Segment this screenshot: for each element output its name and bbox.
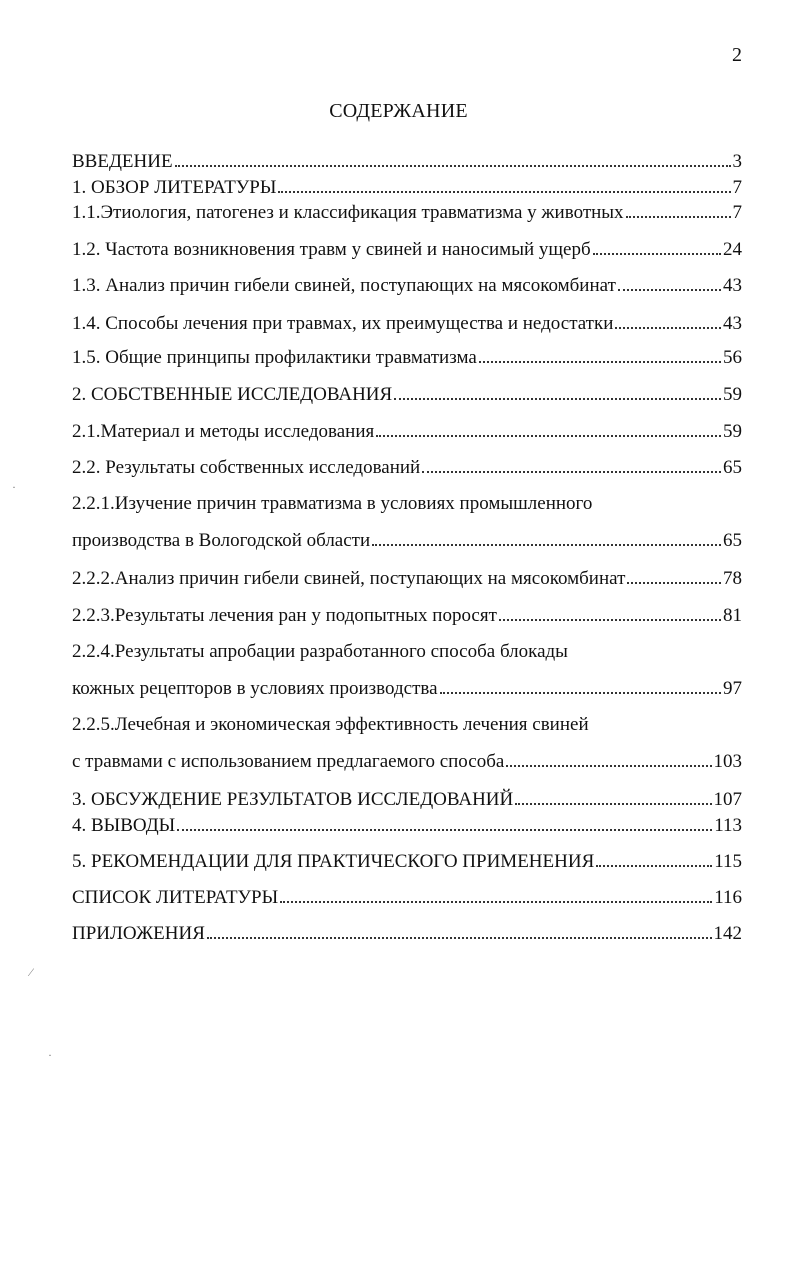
- toc-entry: [72, 201, 742, 225]
- toc-entry-page: 103: [713, 751, 742, 772]
- toc-dot-leader: [440, 692, 721, 694]
- toc-entry-line1: 2.2.5.Лечебная и экономическая эффективность лечения свиней: [72, 714, 589, 735]
- toc-entry-title: 1.2. Частота возникновения травм у свиней и наносимый ущерб: [72, 239, 591, 260]
- toc-entry: [72, 922, 742, 946]
- toc-entry: [72, 456, 742, 480]
- toc-dot-leader: [506, 765, 711, 767]
- toc-entry-title: 4. ВЫВОДЫ: [72, 815, 176, 836]
- toc-dot-leader: [618, 289, 721, 291]
- toc-entry-page: 7: [732, 177, 742, 198]
- toc-entry: [72, 814, 742, 838]
- toc-dot-leader: [372, 544, 721, 546]
- toc-dot-leader: [479, 361, 721, 363]
- toc-entry: [72, 420, 742, 444]
- toc-entry-page: 113: [714, 815, 742, 836]
- toc-entry: [72, 383, 742, 407]
- toc-entry-page: 24: [723, 239, 742, 260]
- toc-entry-page: 65: [723, 457, 742, 478]
- page-number: 2: [732, 44, 742, 66]
- toc-entry-title: 2.2. Результаты собственных исследований: [72, 457, 421, 478]
- toc-entry: [72, 677, 742, 701]
- toc-entry-title: 1. ОБЗОР ЛИТЕРАТУРЫ: [72, 177, 277, 198]
- toc-entry-page: 43: [723, 313, 742, 334]
- toc-entry-page: 116: [714, 887, 742, 908]
- toc-entry-title: с травмами с использованием предлагаемого способа: [72, 751, 505, 772]
- toc-entry-title: 2.1.Материал и методы исследования: [72, 421, 375, 442]
- toc-entry-page: 3: [732, 151, 742, 172]
- toc-dot-leader: [278, 191, 730, 193]
- toc-entry: [72, 788, 742, 812]
- toc-entry: [72, 312, 742, 336]
- toc-dot-leader: [422, 471, 721, 473]
- toc-entry-page: 97: [723, 678, 742, 699]
- toc-entry-title: 1.3. Анализ причин гибели свиней, поступающих на мясокомбинат: [72, 275, 616, 296]
- toc-entry-line1: 2.2.4.Результаты апробации разработанного способа блокады: [72, 641, 568, 662]
- toc-dot-leader: [175, 165, 731, 167]
- toc-dot-leader: [499, 619, 721, 621]
- toc-entry-title: 2.2.3.Результаты лечения ран у подопытных поросят: [72, 605, 497, 626]
- toc-entry: [72, 750, 742, 774]
- toc-entry-title: 2. СОБСТВЕННЫЕ ИССЛЕДОВАНИЯ: [72, 384, 393, 405]
- toc-entry-page: 59: [723, 421, 742, 442]
- toc-entry: [72, 850, 742, 874]
- toc-dot-leader: [515, 803, 711, 805]
- toc-dot-leader: [626, 216, 731, 218]
- toc-entry-title: ПРИЛОЖЕНИЯ: [72, 923, 205, 944]
- toc-entry-page: 142: [713, 923, 742, 944]
- scan-speck: ⁄: [30, 965, 33, 979]
- toc-entry-title: 1.4. Способы лечения при травмах, их преимущества и недостатки: [72, 313, 614, 334]
- toc-entry: [72, 567, 742, 591]
- toc-entry: [72, 238, 742, 262]
- toc-dot-leader: [177, 829, 712, 831]
- toc-entry-page: 65: [723, 530, 742, 551]
- toc-entry: [72, 604, 742, 628]
- toc-dot-leader: [207, 937, 712, 939]
- toc-entry-line1: 2.2.1.Изучение причин травматизма в условиях промышленного: [72, 493, 593, 514]
- toc-entry-title: 1.5. Общие принципы профилактики травматизма: [72, 347, 477, 368]
- toc-dot-leader: [394, 398, 721, 400]
- toc-dot-leader: [280, 901, 712, 903]
- toc-dot-leader: [376, 435, 721, 437]
- toc-entry-title: СПИСОК ЛИТЕРАТУРЫ: [72, 887, 279, 908]
- toc-entry-page: 78: [723, 568, 742, 589]
- toc-entry: [72, 176, 742, 200]
- toc-heading: СОДЕРЖАНИЕ: [329, 100, 468, 122]
- toc-entry-title: 2.2.2.Анализ причин гибели свиней, поступающих на мясокомбинат: [72, 568, 626, 589]
- toc-entry-title: 3. ОБСУЖДЕНИЕ РЕЗУЛЬТАТОВ ИССЛЕДОВАНИЙ: [72, 789, 514, 810]
- toc-entry-title: 5. РЕКОМЕНДАЦИИ ДЛЯ ПРАКТИЧЕСКОГО ПРИМЕНЕНИЯ: [72, 851, 595, 872]
- toc-entry-page: 7: [732, 202, 742, 223]
- toc-entry-page: 81: [723, 605, 742, 626]
- toc-entry-page: 107: [713, 789, 742, 810]
- toc-entry: [72, 886, 742, 910]
- toc-entry-page: 115: [714, 851, 742, 872]
- scan-speck: ·: [12, 480, 16, 494]
- toc-entry-page: 43: [723, 275, 742, 296]
- toc-dot-leader: [593, 253, 721, 255]
- toc-dot-leader: [596, 865, 712, 867]
- scan-speck: ·: [48, 1048, 52, 1062]
- toc-entry-title: 1.1.Этиология, патогенез и классификация травматизма у животных: [72, 202, 624, 223]
- toc-entry-title: производства в Вологодской области: [72, 530, 371, 551]
- toc-entry-title: кожных рецепторов в условиях производства: [72, 678, 438, 699]
- toc-dot-leader: [627, 582, 721, 584]
- toc-entry: [72, 150, 742, 174]
- toc-entry-title: ВВЕДЕНИЕ: [72, 151, 173, 172]
- toc-entry: [72, 346, 742, 370]
- toc-entry: [72, 274, 742, 298]
- toc-dot-leader: [615, 327, 721, 329]
- toc-entry-page: 56: [723, 347, 742, 368]
- toc-entry-page: 59: [723, 384, 742, 405]
- toc-entry: [72, 529, 742, 553]
